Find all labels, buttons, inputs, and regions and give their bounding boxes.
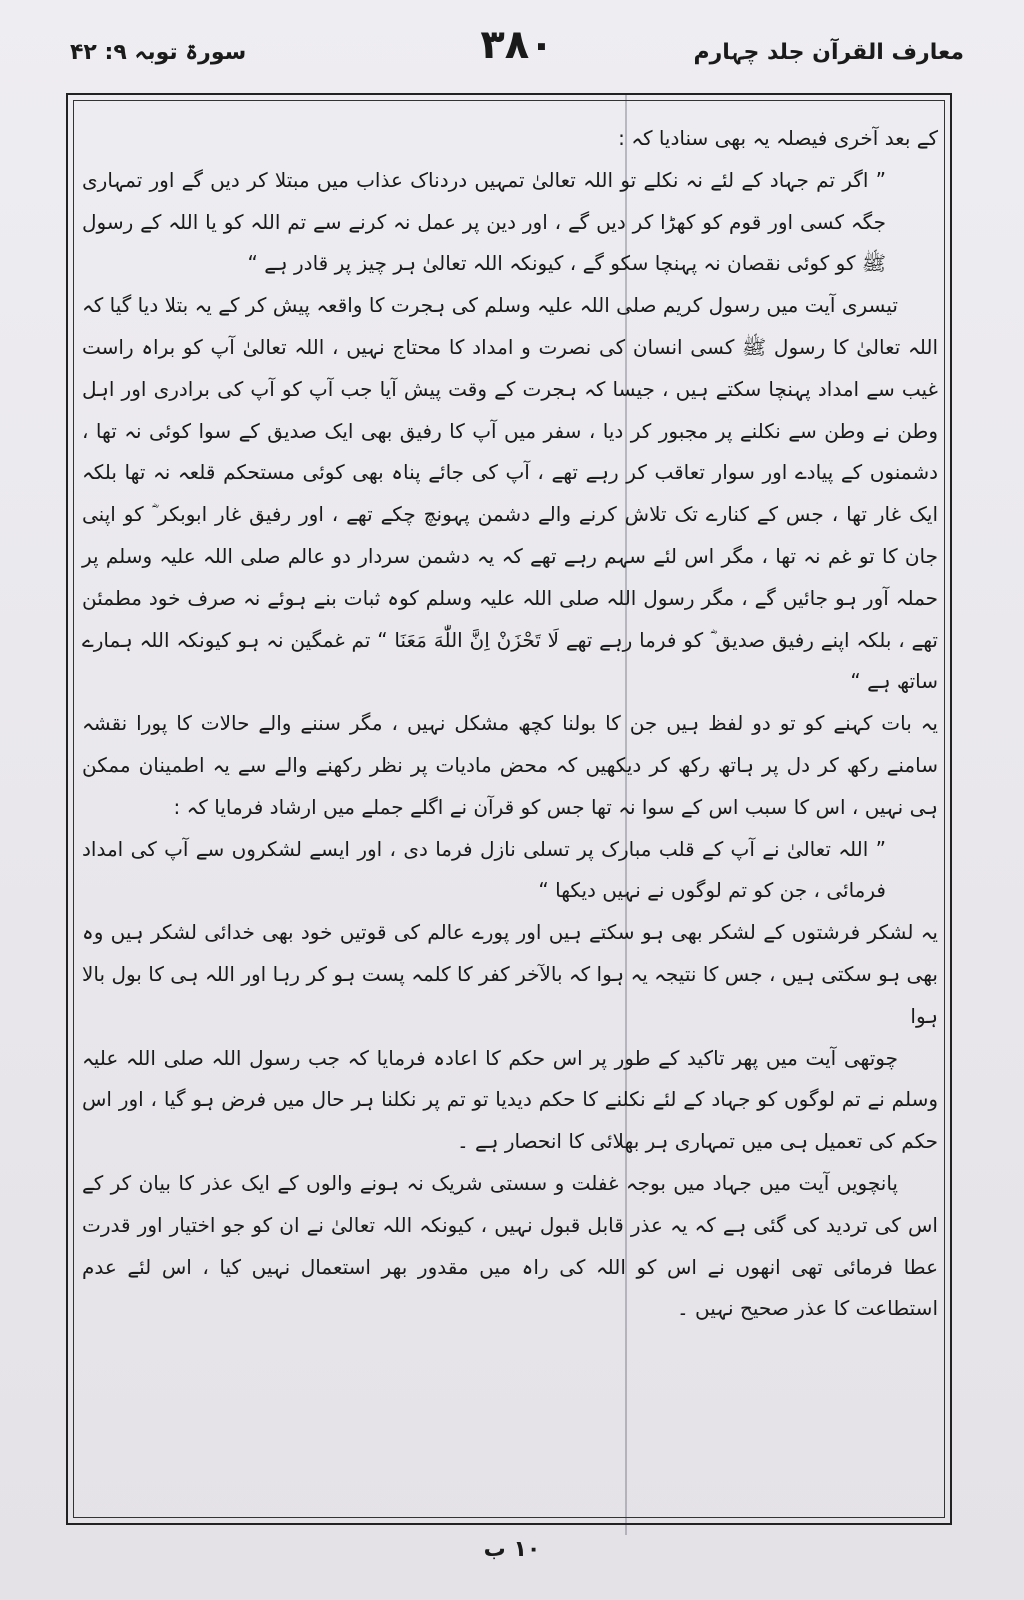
page-header [70,22,964,82]
paragraph-intro: کے بعد آخری فیصلہ یہ بھی سنادیا کہ : [618,126,938,150]
page-number: ۳۸۰ [480,22,554,68]
page-signature-mark: ۱۰ ب [483,1537,541,1562]
paragraph-third-verse: تیسری آیت میں رسول کریم صلی اللہ علیہ وسلم کی ہجرت کا واقعہ پیش کر کے یہ بتلا دیا گیا کہ اللہ تعالیٰ کا رسول ﷺ کسی انسان کی نصرت و امداد کا محتاج نہیں ، اللہ تعالیٰ آپ کو براہ راست غیب سے امداد پہنچا سکتے ہیں ، جیسا کہ ہجرت کے وقت پیش آیا جب آپ کو آپ کی برادری اور اہل وطن نے وطن سے نکلنے پر مجبور کر دیا ، سفر میں آپ کا رفیق بھی ایک صدیق کے سوا کوئی نہ تھا ، دشمنوں کے پیادے اور سوار تعاقب کر رہے تھے ، آپ کی جائے پناہ بھی کوئی مستحکم قلعہ نہ تھا بلکہ ایک غار تھا ، جس کے کنارے تک تلاش کرنے والے دشمن پہونچ چکے تھے ، اور رفیق غار ابوبکر ؓ کو اپنی جان کا تو غم نہ تھا ، مگر اس لئے سہم رہے تھے کہ یہ دشمن سردار دو عالم صلی اللہ علیہ وسلم پر حملہ آور ہو جائیں گے ، مگر رسول اللہ صلی اللہ علیہ وسلم کوہ ثبات بنے ہوئے نہ صرف خود مطمئن تھے ، بلکہ اپنے رفیق صدیق ؓ کو فرما رہے تھے لَا تَحْزَنْ اِنَّ اللّٰهَ مَعَنَا “ تم غمگین نہ ہو کیونکہ اللہ ہمارے ساتھ ہے “ [82,293,938,694]
paragraph-angels: یہ لشکر فرشتوں کے لشکر بھی ہو سکتے ہیں اور پورے عالم کی قوتیں خود بھی خدائی لشکر ہیں وہ بھی ہو سکتی ہیں ، جس کا نتیجہ یہ ہوا کہ بالآخر کفر کا کلمہ پست ہو کر رہا اور اللہ ہی کا بول بالا ہوا [82,920,938,1028]
quote-verdict: ” اگر تم جہاد کے لئے نہ نکلے تو اللہ تعالیٰ تمہیں دردناک عذاب میں مبتلا کر دیں گے اور تمہاری جگہ کسی اور قوم کو کھڑا کر دیں گے ، اور دین پر عمل نہ کرنے سے تم اللہ کو یا اللہ کے رسول ﷺ کو کوئی نقصان نہ پہنچا سکو گے ، کیونکہ اللہ تعالیٰ ہر چیز پر قادر ہے “ [82,167,886,276]
paragraph-fifth-verse: پانچویں آیت میں جہاد میں بوجہ غفلت و سستی شریک نہ ہونے والوں کے ایک عذر کا بیان کر کے اس کی تردید کی گئی ہے کہ یہ عذر قابل قبول نہیں ، کیونکہ اللہ تعالیٰ نے ان کو جو اختیار اور قدرت عطا فرمائی تھی انھوں نے اس کو اللہ کی راہ میں مقدور بھر استعمال نہیں کیا ، اس لئے عدم استطاعت کا عذر صحیح نہیں ۔ [82,1170,938,1321]
body-text [82,118,938,1518]
surah-reference: سورۃ توبہ ۹: ۴۲ [70,40,247,65]
quote-divine-help: ” اللہ تعالیٰ نے آپ کے قلب مبارک پر تسلی نازل فرما دی ، اور ایسے لشکروں سے آپ کی امداد فرمائی ، جن کو تم لوگوں نے نہیں دیکھا “ [82,836,886,903]
book-title: معارف القرآن جلد چہارم [693,40,964,65]
paragraph-fourth-verse: چوتھی آیت میں پھر تاکید کے طور پر اس حکم کا اعادہ فرمایا کہ جب رسول اللہ صلی اللہ علیہ وسلم نے تم لوگوں کو جہاد کے لئے نکلنے کا حکم دیدیا تو تم پر نکلنا ہر حال میں فرض ہو گیا ، اور اس حکم کی تعمیل ہی میں تمہاری ہر بھلائی کا انحصار ہے ۔ [82,1045,938,1154]
paragraph-explanation: یہ بات کہنے کو تو دو لفظ ہیں جن کا بولنا کچھ مشکل نہیں ، مگر سننے والے حالات کا پورا نقشہ سامنے رکھ کر دل پر ہاتھ رکھ کر دیکھیں کہ محض مادیات پر نظر رکھنے والے سے یہ اطمینان ممکن ہی نہیں ، اس کا سبب اس کے سوا نہ تھا جس کو قرآن نے اگلے جملے میں ارشاد فرمایا کہ : [82,711,938,819]
